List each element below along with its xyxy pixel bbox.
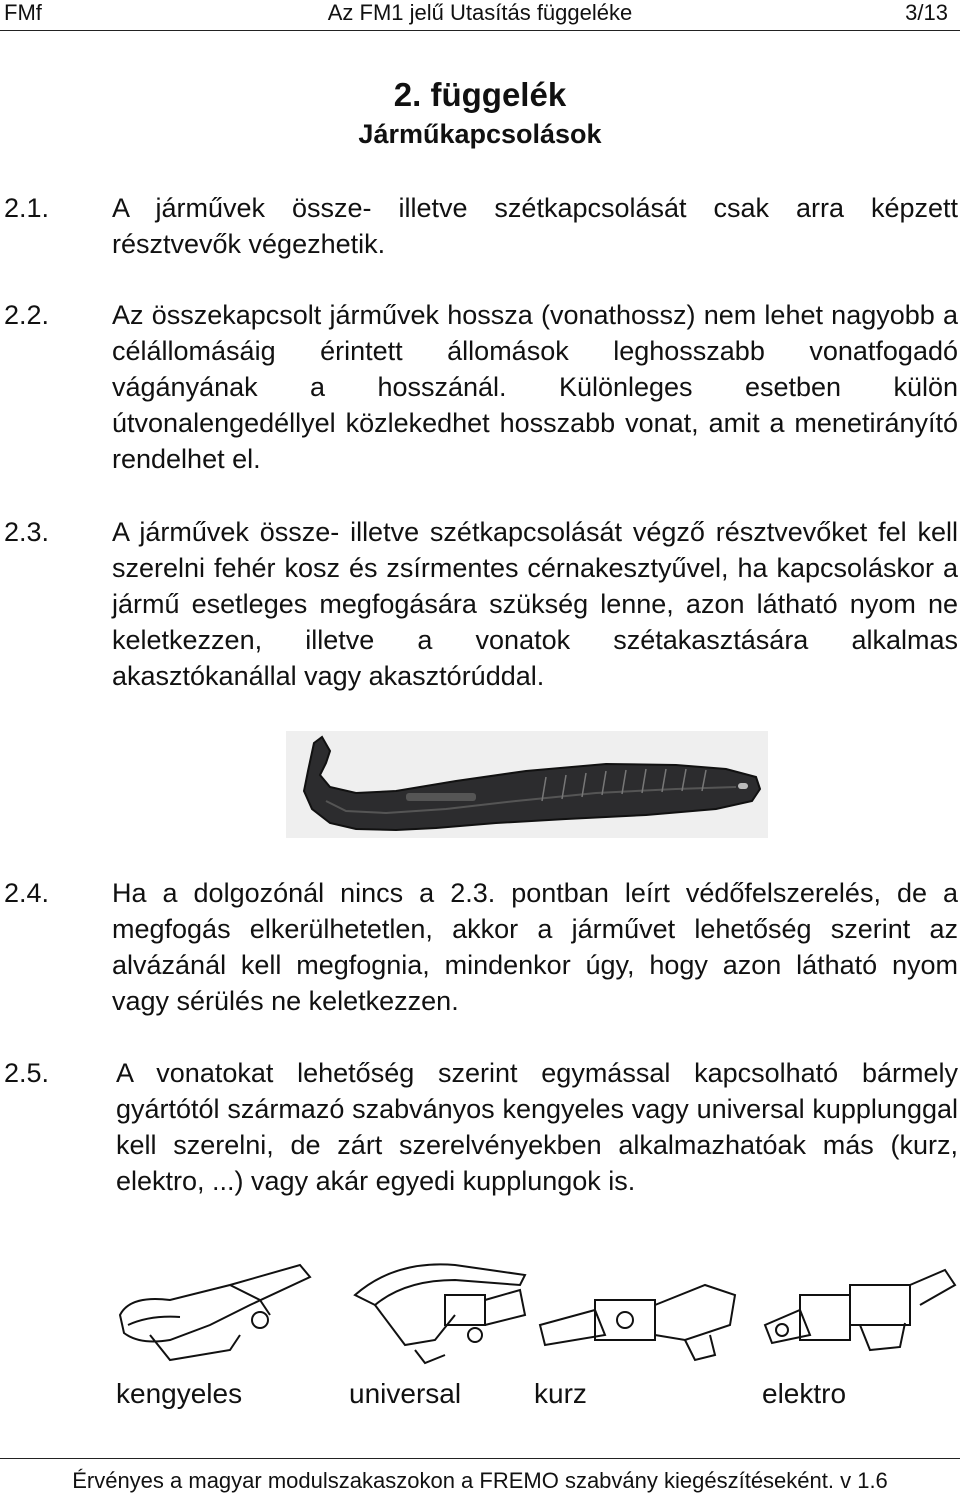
kurz-coupler-icon	[535, 1255, 745, 1365]
appendix-title: 2. függelék	[393, 76, 567, 113]
section-text: A vonatokat lehetőség szerint egymással kapcsolható bármely gyártótól származó szabványos kengyeles vagy universal kupplunggal kell szerelni, de zárt szerelvényekben alkalmazhatóak más (kurz, elektro, ...) vagy akár egyedi kupplungok is.	[116, 1058, 958, 1196]
caption-elektro: elektro	[762, 1378, 847, 1409]
section-number: 2.2.	[4, 300, 50, 330]
header-title: Az FM1 jelű Utasítás függeléke	[327, 0, 633, 25]
uncoupling-tool-image	[286, 731, 768, 838]
page-header	[0, 0, 960, 30]
kengyeles-coupler-icon	[110, 1255, 320, 1365]
caption-kurz: kurz	[534, 1378, 587, 1409]
section-number: 2.1.	[4, 193, 50, 223]
section-number: 2.3.	[4, 517, 50, 547]
universal-coupler-icon	[335, 1255, 535, 1365]
section-text: A járművek össze- illetve szétkapcsolását csak arra képzett résztvevők végezhetik.	[112, 193, 958, 259]
elektro-coupler-icon	[760, 1255, 960, 1365]
section-number: 2.5.	[4, 1058, 50, 1088]
section-text: Az összekapcsolt járművek hossza (vonathossz) nem lehet nagyobb a célállomásáig érintett állomások leghosszabb vonatfogadó vágányának a hosszánál. Különleges esetben külön útvonalengedéllyel közlekedhet hosszabb vonat, amit a menetirányító rendelhet el.	[112, 300, 958, 474]
page-footer: Érvényes a magyar modulszakaszokon a FREMO szabvány kiegészítéseként. v 1.6	[72, 1468, 888, 1493]
uncoupling-tool-icon	[286, 731, 768, 838]
header-divider	[0, 30, 960, 31]
section-text: Ha a dolgozónál nincs a 2.3. pontban leírt védőfelszerelés, de a megfogás elkerülhetetlen, akkor a járművet lehetőség szerint az alvázánál kell megfognia, mindenkor úgy, hogy azon látható nyom vagy sérülés ne keletkezzen.	[112, 878, 958, 1016]
caption-universal: universal	[349, 1378, 462, 1409]
header-left: FMf	[4, 0, 42, 25]
section-text: A járművek össze- illetve szétkapcsolását végző résztvevőket fel kell szerelni fehér kosz és zsírmentes cérnakesztyűvel, ha kapcsoláskor a jármű esetleges megfogására szükség lenne, azon látható nyom ne keletkezzen, illetve a vonatok szétakasztására alkalmas akasztókanállal vagy akasztórúddal.	[112, 517, 958, 691]
caption-kengyeles: kengyeles	[116, 1378, 243, 1409]
section-number: 2.4.	[4, 878, 50, 908]
appendix-subtitle: Járműkapcsolások	[358, 119, 602, 149]
page-number: 3/13	[905, 0, 948, 25]
footer-divider	[0, 1458, 960, 1459]
